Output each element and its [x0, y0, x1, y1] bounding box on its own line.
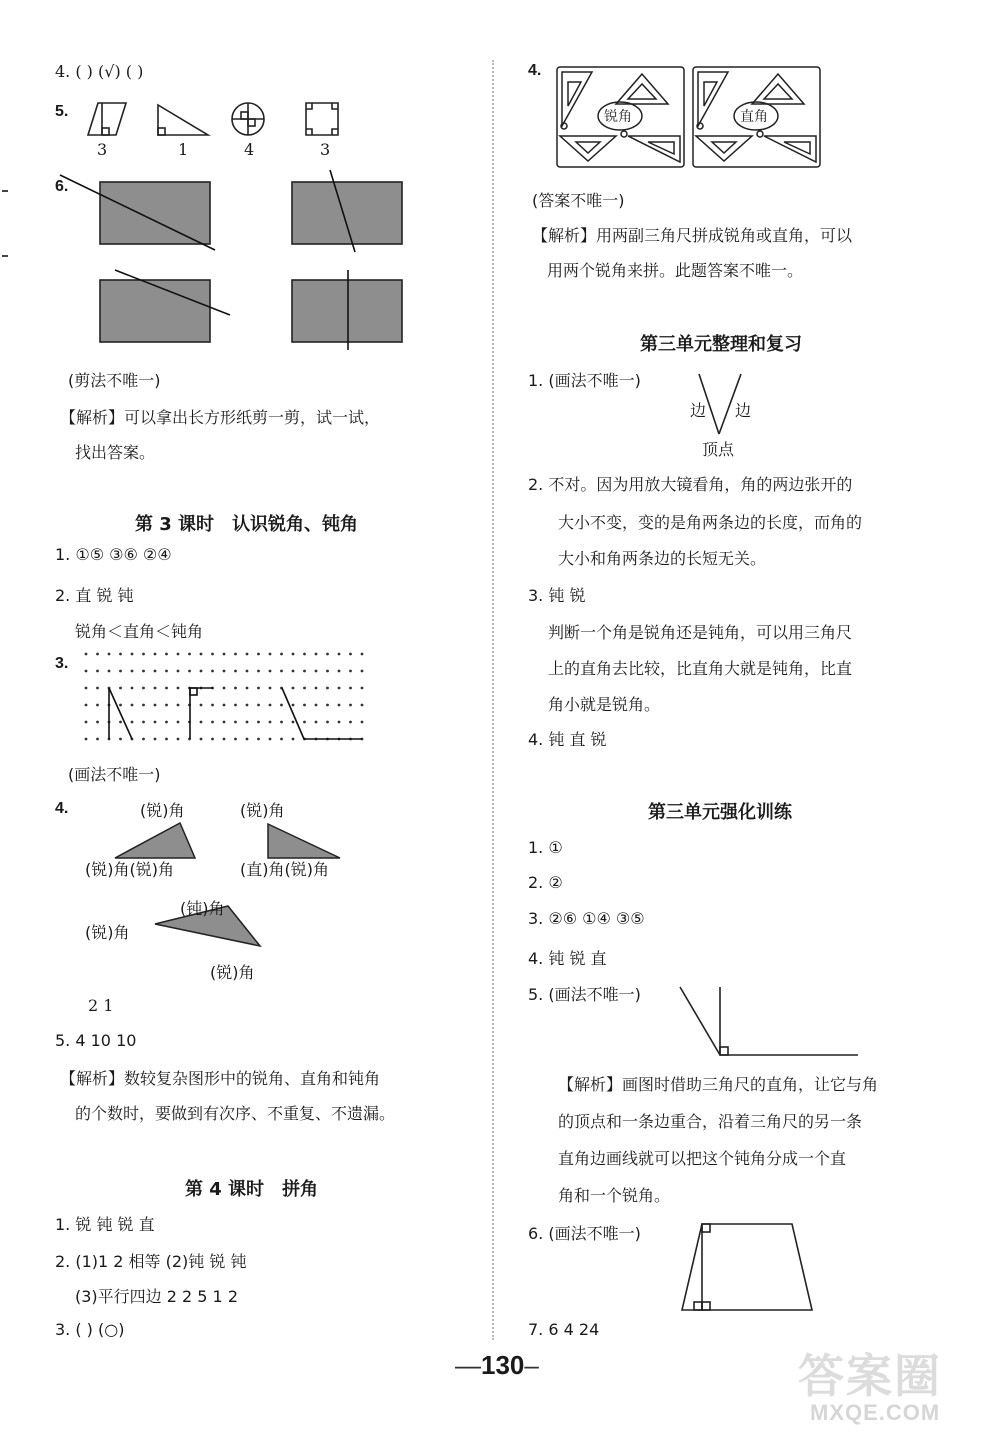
grid-dot	[142, 687, 145, 690]
grid-dot	[223, 704, 226, 707]
r-q4-number: 4.	[528, 62, 542, 79]
l3-q4-triangles	[80, 818, 400, 968]
q5-label-4: 3	[320, 140, 331, 159]
grid-dot	[223, 653, 226, 656]
tri2-bottom-angles: (直)角(锐)角	[240, 860, 329, 879]
page-number-value: 130	[481, 1350, 525, 1380]
review-title: 第三单元整理和复习	[640, 334, 802, 355]
grid-dot	[223, 687, 226, 690]
t-q6-trapezoid	[680, 1222, 820, 1314]
r-q1-vertex: 顶点	[702, 440, 735, 459]
l3-q2-order: 锐角＜直角＜钝角	[75, 622, 204, 641]
grid-dot	[315, 687, 318, 690]
q6-note: (剪法不唯一)	[68, 371, 161, 390]
grid-dot	[326, 687, 329, 690]
l3-q4-counts: 2 1	[88, 996, 114, 1015]
page-number-dash-left: —	[455, 1350, 481, 1380]
grid-dot	[154, 704, 157, 707]
r-q1: 1. (画法不唯一)	[528, 371, 641, 390]
grid-dot	[119, 738, 122, 741]
grid-dot	[223, 738, 226, 741]
grid-dot	[292, 738, 295, 741]
t-q1: 1. ①	[528, 838, 563, 857]
r-q2-line-3: 大小和角两条边的长短无关。	[558, 549, 767, 568]
grid-dot	[188, 670, 191, 673]
r-q3: 3. 钝 锐	[528, 586, 586, 605]
grid-dot	[269, 687, 272, 690]
grid-dot	[349, 704, 352, 707]
grid-dot	[326, 670, 329, 673]
triangle-acute	[115, 823, 195, 858]
grid-dot	[96, 738, 99, 741]
grid-dot	[280, 670, 283, 673]
r-q4-label-right: 直角	[740, 109, 768, 125]
t-q5-analysis-4: 角和一个锐角。	[558, 1186, 671, 1205]
q6-cut-rectangles	[60, 170, 420, 360]
grid-dot	[119, 653, 122, 656]
grid-dot	[177, 721, 180, 724]
t-q5-angle-figure	[678, 985, 863, 1060]
l3-q5-analysis-2: 的个数时，要做到有次序、不重复、不遗漏。	[75, 1104, 396, 1123]
q5-square	[306, 103, 338, 135]
grid-dot	[246, 653, 249, 656]
grid-dot	[223, 670, 226, 673]
r-q3-line-1: 判断一个角是锐角还是钝角，可以用三角尺	[548, 623, 853, 642]
grid-dot	[315, 653, 318, 656]
l4-q3: 3. ( ) (○)	[55, 1320, 125, 1339]
t-q6: 6. (画法不唯一)	[528, 1224, 641, 1243]
grid-dot	[269, 653, 272, 656]
grid-dot	[96, 670, 99, 673]
grid-dot	[119, 687, 122, 690]
grid-dot	[223, 721, 226, 724]
grid-dot	[142, 704, 145, 707]
training-title: 第三单元强化训练	[648, 802, 792, 823]
grid-dot	[154, 670, 157, 673]
grid-dot	[338, 670, 341, 673]
grid-dot	[211, 721, 214, 724]
grid-dot	[200, 721, 203, 724]
q5-figures	[80, 95, 340, 165]
grid-dot	[142, 738, 145, 741]
column-divider	[492, 60, 494, 1340]
grid-dot	[177, 687, 180, 690]
grid-dot	[131, 704, 134, 707]
l3-q3-number: 3.	[55, 655, 69, 672]
grid-dot	[280, 704, 283, 707]
watermark-site: MXQE.COM	[810, 1400, 941, 1425]
grid-dot	[119, 704, 122, 707]
grid-dot	[131, 670, 134, 673]
grid-dot	[361, 704, 364, 707]
grid-dot	[303, 653, 306, 656]
grid-dot	[269, 670, 272, 673]
l3-q1: 1. ①⑤ ③⑥ ②④	[55, 545, 172, 564]
grid-dot	[257, 721, 260, 724]
tri3-left-angle: (锐)角	[85, 923, 130, 942]
r-q4-analysis-1: 【解析】用两副三角尺拼成锐角或直角，可以	[532, 226, 853, 245]
grid-dot	[361, 721, 364, 724]
grid-dot	[211, 738, 214, 741]
grid-dot	[165, 721, 168, 724]
l4-q2-part3: (3)平行四边 2 2 5 1 2	[75, 1287, 238, 1306]
page-number	[455, 1350, 539, 1381]
grid-dot	[303, 704, 306, 707]
grid-dot	[154, 721, 157, 724]
grid-dot	[165, 670, 168, 673]
l4-q2: 2. (1)1 2 相等 (2)钝 锐 钝	[55, 1252, 247, 1271]
grid-dot	[234, 687, 237, 690]
lesson-3-name: 认识锐角、钝角	[232, 514, 359, 535]
grid-dot	[280, 738, 283, 741]
grid-dot	[257, 738, 260, 741]
grid-dot	[96, 653, 99, 656]
tri2-top-angle: (锐)角	[240, 801, 285, 820]
grid-dot	[349, 670, 352, 673]
grid-dot	[96, 721, 99, 724]
grid-dot	[338, 653, 341, 656]
q4-answer-line: 4. ( ) (√) ( )	[55, 62, 144, 81]
t-q3: 3. ②⑥ ①④ ③⑤	[528, 909, 645, 928]
q5-number: 5.	[55, 103, 69, 120]
tri1-bottom-angles: (锐)角(锐)角	[85, 860, 174, 879]
grid-dot	[211, 653, 214, 656]
grid-dot	[142, 670, 145, 673]
grid-dot	[200, 653, 203, 656]
margin-tick	[2, 190, 8, 192]
grid-dot	[234, 704, 237, 707]
grid-dot	[280, 653, 283, 656]
grid-dot	[315, 670, 318, 673]
grid-dot	[326, 704, 329, 707]
grid-dot	[246, 721, 249, 724]
drawn-angles	[109, 688, 362, 739]
lesson-3-number: 第 3 课时	[135, 514, 215, 535]
grid-dot	[108, 670, 111, 673]
grid-dot	[119, 670, 122, 673]
grid-dot	[200, 704, 203, 707]
grid-dot	[96, 687, 99, 690]
q6-number: 6.	[55, 178, 69, 195]
grid-dot	[361, 670, 364, 673]
grid-dot	[85, 721, 88, 724]
lesson-4-title	[185, 1175, 318, 1201]
r-q1-edge-right: 边	[735, 401, 752, 420]
lesson-3-title	[135, 510, 358, 536]
grid-dot	[188, 653, 191, 656]
grid-dot	[338, 721, 341, 724]
grid-dot	[177, 704, 180, 707]
grid-dot	[361, 653, 364, 656]
lesson-4-number: 第 4 课时	[185, 1179, 265, 1200]
grid-dot	[131, 653, 134, 656]
l3-q3-dot-grid	[82, 648, 372, 748]
l3-q2: 2. 直 锐 钝	[55, 586, 134, 605]
tri3-top-angle: (钝)角	[180, 899, 225, 918]
grid-dot	[292, 670, 295, 673]
grid-dot	[246, 687, 249, 690]
grid-dot	[303, 670, 306, 673]
grid-dot	[269, 704, 272, 707]
grid-dot	[142, 721, 145, 724]
grid-dot	[292, 687, 295, 690]
grid-dot	[326, 721, 329, 724]
grid-dot	[85, 704, 88, 707]
grid-dot	[211, 704, 214, 707]
grid-dot	[257, 670, 260, 673]
margin-tick	[2, 255, 8, 257]
grid-dot	[119, 721, 122, 724]
grid-dot	[131, 721, 134, 724]
grid-dot	[211, 670, 214, 673]
page-number-dash-right: –	[524, 1350, 539, 1380]
grid-dot	[257, 653, 260, 656]
grid-dot	[280, 721, 283, 724]
q6-analysis-line-2: 找出答案。	[75, 443, 156, 462]
grid-dot	[269, 738, 272, 741]
grid-dot	[257, 704, 260, 707]
l3-q5-analysis-1: 【解析】数较复杂图形中的锐角、直角和钝角	[60, 1069, 381, 1088]
grid-dot	[234, 721, 237, 724]
grid-dot	[142, 653, 145, 656]
r-q4-analysis-2: 用两个锐角来拼。此题答案不唯一。	[547, 261, 804, 280]
grid-dot	[85, 653, 88, 656]
r-q4-note: (答案不唯一)	[532, 191, 625, 210]
grid-dot	[85, 670, 88, 673]
grid-dot	[85, 738, 88, 741]
tri3-bottom-angle: (锐)角	[210, 963, 255, 982]
t-q5: 5. (画法不唯一)	[528, 985, 641, 1004]
grid-dot	[154, 653, 157, 656]
r-q4-label-acute: 锐角	[604, 109, 632, 125]
grid-dot	[257, 687, 260, 690]
grid-dot	[165, 687, 168, 690]
t-q5-analysis-2: 的顶点和一条边重合，沿着三角尺的另一条	[558, 1112, 863, 1131]
r-q1-edge-left: 边	[690, 401, 707, 420]
r-q3-line-3: 角小就是锐角。	[548, 695, 661, 714]
grid-dot	[315, 721, 318, 724]
grid-dot	[177, 670, 180, 673]
r-q2-line-1: 2. 不对。因为用放大镜看角，角的两边张开的	[528, 475, 853, 494]
q5-label-1: 3	[97, 140, 108, 159]
l3-q3-note: (画法不唯一)	[68, 765, 161, 784]
grid-dot	[349, 721, 352, 724]
watermark-logo-text: 答案圈	[798, 1349, 942, 1403]
grid-dot	[326, 653, 329, 656]
grid-dot	[131, 687, 134, 690]
grid-dot	[154, 687, 157, 690]
q5-label-2: 1	[178, 140, 189, 159]
grid-dot	[269, 721, 272, 724]
grid-dot	[234, 670, 237, 673]
lesson-4-name: 拼角	[282, 1179, 319, 1200]
grid-dot	[361, 687, 364, 690]
l4-q1: 1. 锐 钝 锐 直	[55, 1215, 155, 1234]
grid-dot	[303, 687, 306, 690]
grid-dot	[85, 687, 88, 690]
grid-dot	[292, 704, 295, 707]
t-q7: 7. 6 4 24	[528, 1320, 600, 1339]
r-q2-line-2: 大小不变，变的是角两条边的长度，而角的	[558, 513, 863, 532]
grid-dot	[292, 653, 295, 656]
l3-q5: 5. 4 10 10	[55, 1031, 137, 1050]
tri1-top-angle: (锐)角	[140, 801, 185, 820]
grid-dot	[338, 687, 341, 690]
q5-label-3: 4	[244, 140, 255, 159]
grid-dot	[154, 738, 157, 741]
grid-dot	[349, 653, 352, 656]
grid-dot	[165, 653, 168, 656]
r-q4: 4. 钝 直 锐	[528, 730, 607, 749]
grid-dot	[338, 704, 341, 707]
grid-dot	[108, 653, 111, 656]
grid-dot	[177, 653, 180, 656]
t-q5-analysis-1: 【解析】画图时借助三角尺的直角，让它与角	[558, 1075, 879, 1094]
grid-dot	[246, 704, 249, 707]
r-q3-line-2: 上的直角去比较，比直角大就是钝角，比直	[548, 659, 853, 678]
t-q4: 4. 钝 锐 直	[528, 949, 607, 968]
q5-parallelogram	[88, 103, 126, 135]
grid-dot	[234, 653, 237, 656]
l3-q4-number: 4.	[55, 800, 69, 817]
watermark	[780, 1340, 970, 1430]
grid-dot	[292, 721, 295, 724]
r-q4-set-square-figures	[556, 66, 822, 168]
grid-dot	[246, 670, 249, 673]
grid-dot	[303, 721, 306, 724]
grid-dot	[200, 670, 203, 673]
triangle-right	[268, 824, 340, 858]
q6-analysis-line-1: 【解析】可以拿出长方形纸剪一剪，试一试，	[60, 408, 381, 427]
grid-dot	[315, 704, 318, 707]
grid-dot	[165, 704, 168, 707]
grid-dot	[165, 738, 168, 741]
grid-dot	[96, 704, 99, 707]
grid-dot	[177, 738, 180, 741]
t-q2: 2. ②	[528, 873, 563, 892]
grid-dot	[349, 687, 352, 690]
grid-dot	[200, 738, 203, 741]
grid-dot	[234, 738, 237, 741]
t-q5-analysis-3: 直角边画线就可以把这个钝角分成一个直	[558, 1149, 847, 1168]
grid-dot	[246, 738, 249, 741]
